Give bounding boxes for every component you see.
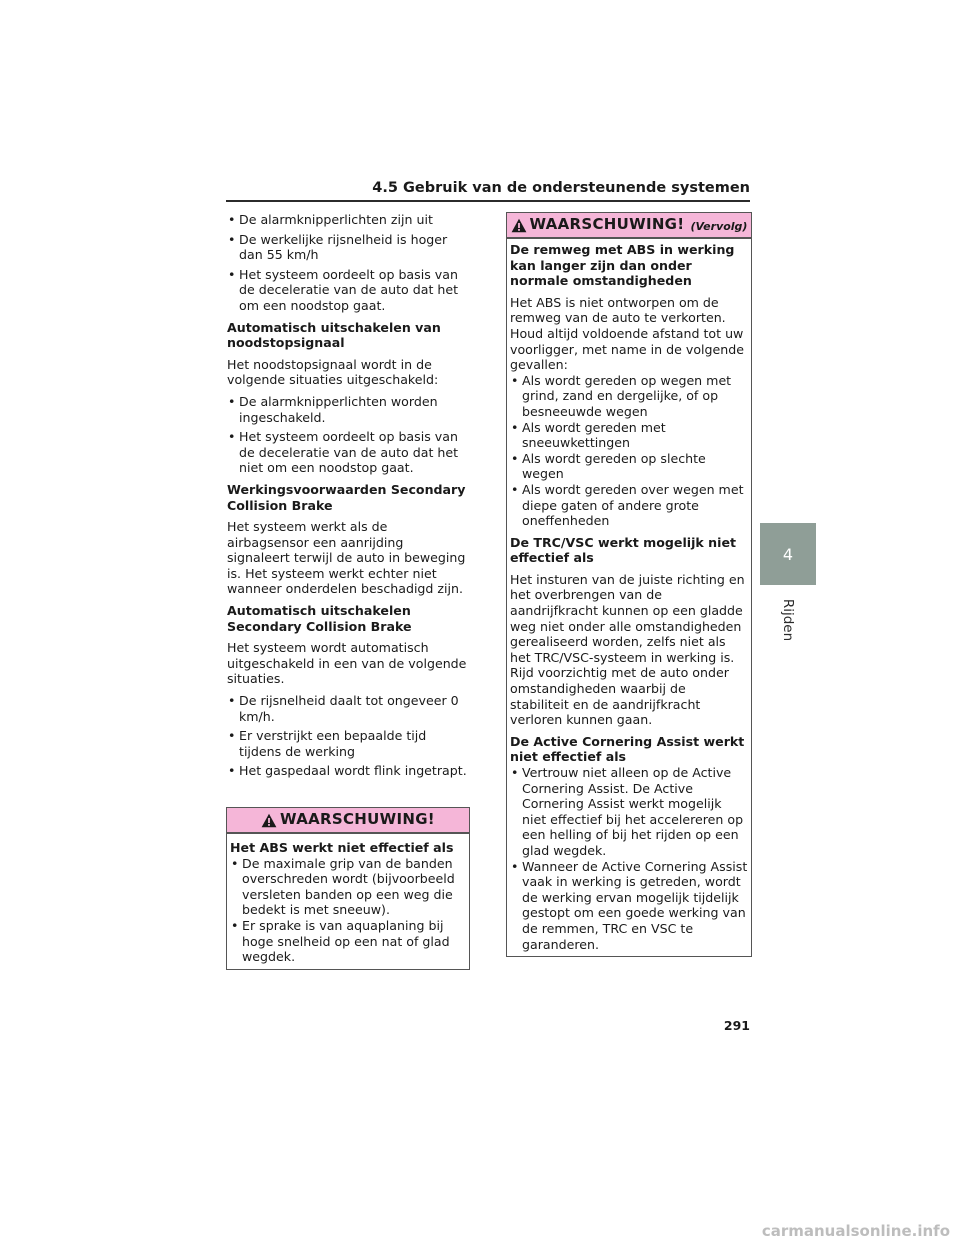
left-column	[227, 212, 467, 785]
bullet-list-conditions-off	[227, 394, 467, 476]
warning-continued-label: (Vervolg)	[690, 219, 748, 233]
section-header: 4.5 Gebruik van de ondersteunende systemen	[226, 178, 750, 202]
warning-bullet-list	[510, 373, 748, 529]
warning-box-continued	[506, 212, 752, 957]
heading-secondary-collision-brake-conditions: Werkingsvoorwaarden Secondary Collision Brake	[227, 481, 466, 513]
list-item: • Er sprake is van aquaplaning bij hoge snelheid op een nat of glad wegdek.	[230, 918, 466, 965]
bullet-list-conditions-on	[227, 212, 467, 314]
chapter-tab	[760, 523, 816, 585]
warning-box-abs	[226, 807, 470, 970]
warning-bullet-list	[510, 765, 748, 952]
list-item: • De alarmknipperlichten worden ingeschakeld.	[227, 394, 467, 425]
list-item: • Er verstrijkt een bepaalde tijd tijdens de werking	[227, 728, 467, 759]
warning-heading-active-cornering: De Active Cornering Assist werkt niet effectief als	[510, 733, 745, 765]
warning-title: WAARSCHUWING!	[529, 215, 685, 234]
warning-heading-trc-vsc: De TRC/VSC werkt mogelijk niet effectief als	[510, 534, 737, 566]
warning-heading-abs-distance: De remweg met ABS in werking kan langer zijn dan onder normale omstandigheden	[510, 242, 735, 289]
page-number: 291	[723, 1018, 750, 1033]
list-item: • Het gaspedaal wordt flink ingetrapt.	[227, 763, 467, 779]
list-item: • Wanneer de Active Cornering Assist vaak in werking is getreden, wordt de werking ervan mogelijk tijdelijk gestopt om een goede werking van de remmen, TRC en VSC te garanderen.	[510, 859, 748, 953]
chapter-label: Rijden	[779, 598, 796, 642]
list-item: • Het systeem oordeelt op basis van de deceleratie van de auto dat het om een noodstop gaat.	[227, 267, 467, 314]
heading-secondary-collision-brake-off: Automatisch uitschakelen Secondary Collision Brake	[227, 603, 412, 634]
warning-body	[227, 834, 469, 969]
list-item: • Vertrouw niet alleen op de Active Cornering Assist. De Active Cornering Assist werkt mogelijk niet effectief bij het accelereren op een helling of bij het rijden op een glad wegdek.	[510, 765, 748, 859]
paragraph: Het systeem werkt als de airbagsensor een aanrijding signaleert terwijl de auto in beweging is. Het systeem werkt echter niet wanneer onderdelen beschadigd zijn.	[227, 519, 466, 597]
warning-body	[507, 239, 751, 956]
warning-triangle-icon	[511, 218, 527, 233]
list-item: • De alarmknipperlichten zijn uit	[227, 212, 467, 228]
list-item: • De werkelijke rijsnelheid is hoger dan 55 km/h	[227, 232, 467, 263]
heading-auto-off-emergency-signal: Automatisch uitschakelen van noodstopsignaal	[227, 319, 441, 351]
footer-watermark: carmanualsonline.info	[761, 1222, 950, 1240]
warning-triangle-icon	[261, 813, 277, 828]
warning-heading: Het ABS werkt niet effectief als	[230, 840, 454, 855]
warning-bullet-list	[230, 856, 466, 965]
warning-header	[507, 213, 751, 239]
bullet-list-brake-off	[227, 693, 467, 779]
list-item: • De rijsnelheid daalt tot ongeveer 0 km/h.	[227, 693, 467, 724]
warning-title: WAARSCHUWING!	[280, 810, 435, 829]
paragraph: Het noodstopsignaal wordt in de volgende situaties uitgeschakeld:	[227, 356, 439, 388]
chapter-number: 4	[782, 544, 794, 564]
list-item: • Als wordt gereden op wegen met grind, zand en dergelijke, of op besneeuwde wegen	[510, 373, 748, 420]
list-item: • Als wordt gereden over wegen met diepe gaten of andere grote oneffenheden	[510, 482, 748, 529]
chapter-label-container	[760, 600, 816, 640]
paragraph: Het ABS is niet ontworpen om de remweg van de auto te verkorten. Houd altijd voldoende afstand tot uw voorligger, met name in de volgende gevallen:	[510, 294, 744, 373]
warning-header	[227, 808, 469, 834]
list-item: • De maximale grip van de banden overschreden wordt (bijvoorbeeld versleten banden op een weg die bedekt is met sneeuw).	[230, 856, 466, 918]
paragraph: Het insturen van de juiste richting en het overbrengen van de aandrijfkracht kunnen op een gladde weg niet onder alle omstandigheden gerealiseerd worden, zelfs niet als het TRC/VSC-systeem in werking is. Rijd voorzichtig met de auto onder omstandigheden waarbij de stabiliteit en de aandrijfkracht verloren kunnen gaan.	[510, 571, 745, 728]
list-item: • Als wordt gereden met sneeuwkettingen	[510, 420, 748, 451]
list-item: • Als wordt gereden op slechte wegen	[510, 451, 748, 482]
paragraph: Het systeem wordt automatisch uitgeschakeld in een van de volgende situaties.	[227, 640, 467, 687]
list-item: • Het systeem oordeelt op basis van de deceleratie van de auto dat het niet om een noodstop gaat.	[227, 429, 467, 476]
